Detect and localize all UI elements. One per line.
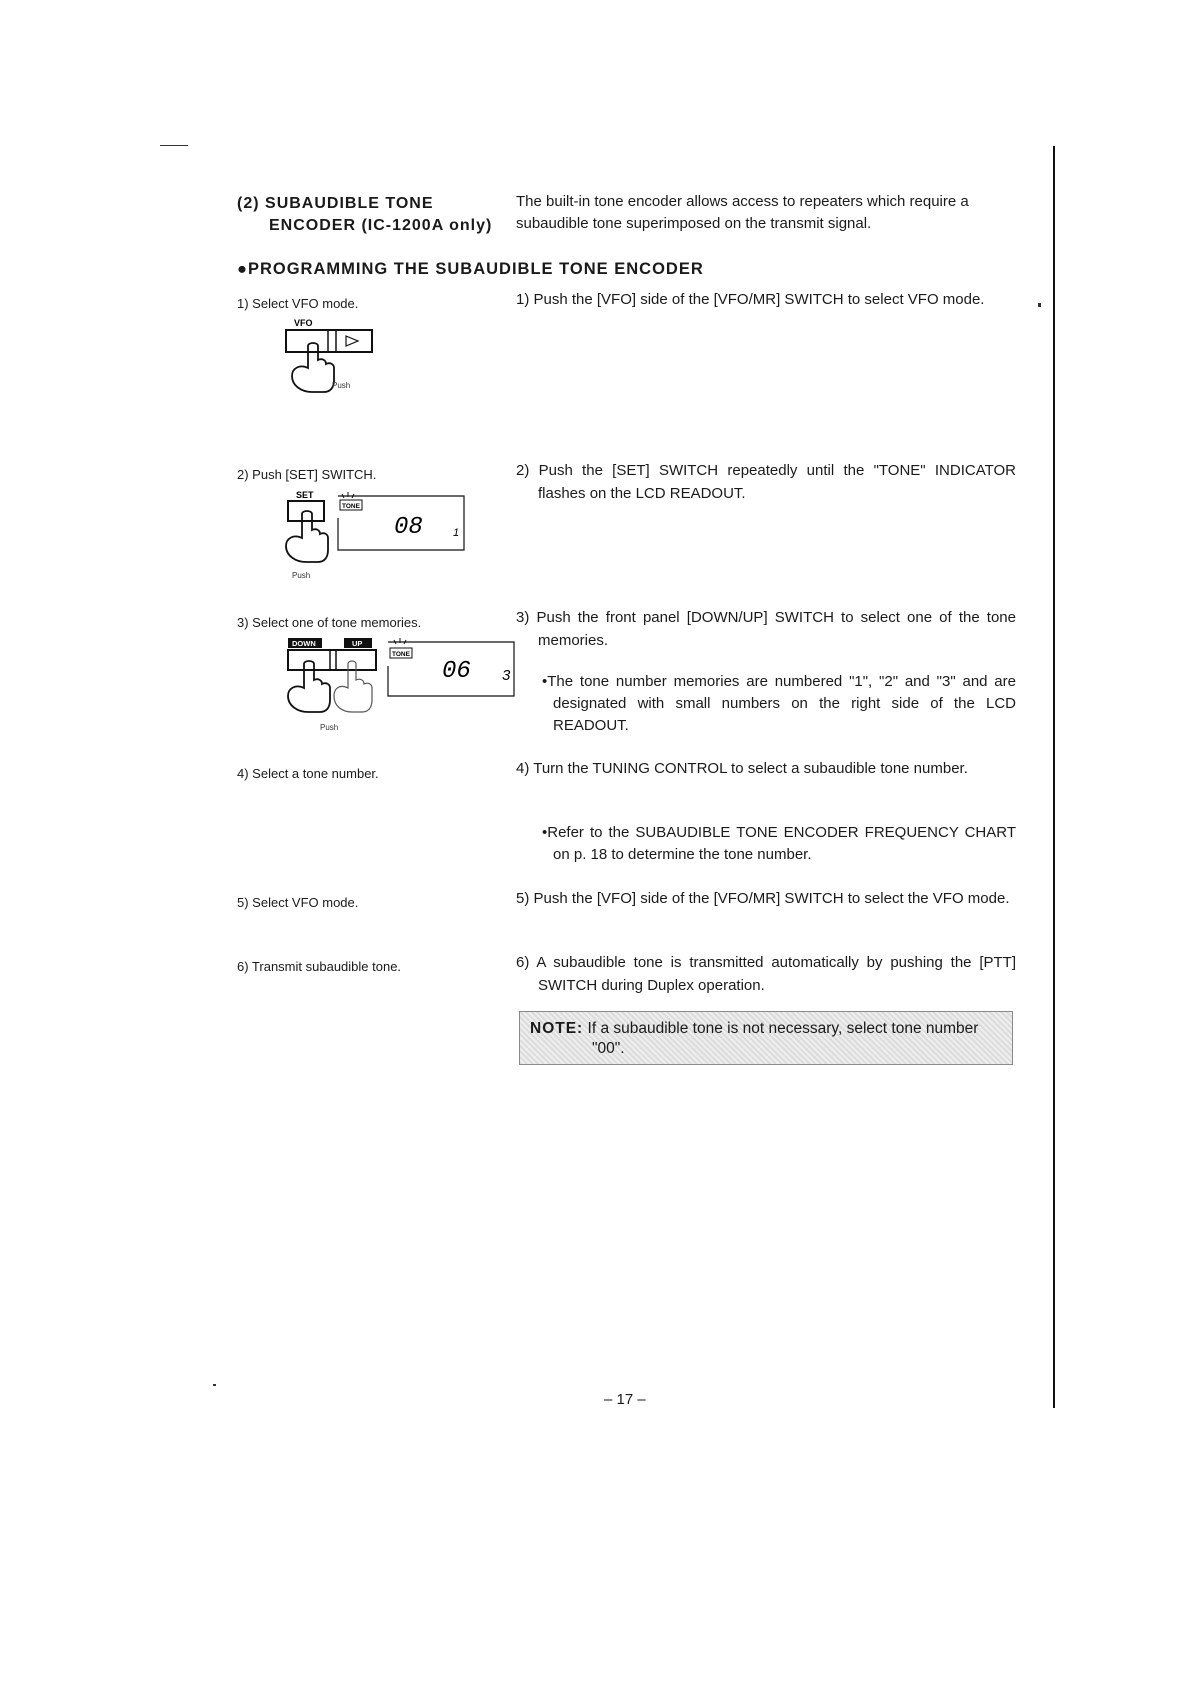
vfo-switch-figure bbox=[280, 316, 390, 396]
step-1-text: 1) Push the [VFO] side of the [VFO/MR] SWITCH to select VFO mode. bbox=[516, 291, 985, 308]
step-5-text: 5) Push the [VFO] side of the [VFO/MR] SWITCH to select the VFO mode. bbox=[516, 890, 1010, 907]
intro-line1: The built-in tone encoder allows access to repeaters which require a bbox=[516, 193, 969, 210]
step-4-caption: 4) Select a tone number. bbox=[237, 766, 379, 781]
lcd-memory-number: 3 bbox=[502, 667, 511, 684]
down-up-switch bbox=[288, 650, 376, 670]
section-heading bbox=[237, 193, 492, 237]
note-line1: If a subaudible tone is not necessary, select tone number bbox=[587, 1020, 979, 1037]
programming-title: ●PROGRAMMING THE SUBAUDIBLE TONE ENCODER bbox=[237, 260, 704, 278]
flash-rays-icon bbox=[342, 492, 354, 498]
note-box bbox=[519, 1011, 1013, 1065]
pointing-hand-icon bbox=[334, 661, 372, 712]
tone-indicator: TONE bbox=[392, 651, 410, 658]
scan-mark bbox=[213, 1384, 216, 1386]
step-6-caption: 6) Transmit subaudible tone. bbox=[237, 959, 402, 974]
lcd-tone-number: 06 bbox=[442, 658, 471, 685]
section-number: (2) bbox=[237, 195, 260, 212]
mr-arrow-icon bbox=[346, 336, 358, 346]
step-2-text: 2) Push the [SET] SWITCH repeatedly until the "TONE" INDICATOR flashes on the LCD READOUT. bbox=[516, 462, 1016, 502]
section-title-line1: SUBAUDIBLE TONE bbox=[265, 195, 434, 212]
down-key-label: DOWN bbox=[292, 639, 316, 648]
step-2-caption: 2) Push [SET] SWITCH. bbox=[237, 467, 377, 482]
step-3-caption: 3) Select one of tone memories. bbox=[237, 615, 422, 630]
step-4-text: 4) Turn the TUNING CONTROL to select a subaudible tone number. bbox=[516, 760, 968, 777]
right-margin-rule bbox=[1053, 146, 1055, 1408]
lcd-tone-number: 08 bbox=[394, 514, 423, 541]
vfo-key-label: VFO bbox=[294, 318, 313, 328]
note-label: NOTE: bbox=[530, 1020, 584, 1037]
section-title-line2: ENCODER (IC-1200A only) bbox=[269, 217, 493, 234]
intro-line2: subaudible tone superimposed on the transmit signal. bbox=[516, 215, 872, 232]
pointing-hand-icon bbox=[288, 661, 330, 712]
step-3-text: 3) Push the front panel [DOWN/UP] SWITCH to select one of the tone memories. bbox=[516, 609, 1016, 649]
up-key-label: UP bbox=[352, 639, 363, 648]
set-key-label: SET bbox=[296, 490, 314, 500]
section-intro bbox=[516, 191, 1016, 235]
step-4-bullet: •Refer to the SUBAUDIBLE TONE ENCODER FREQUENCY CHART on p. 18 to determine the tone number. bbox=[542, 824, 1016, 863]
down-up-switch-figure bbox=[284, 636, 524, 736]
scan-mark bbox=[1038, 303, 1041, 307]
note-line2: "00". bbox=[592, 1040, 625, 1057]
step-5-caption: 5) Select VFO mode. bbox=[237, 895, 359, 910]
step-3-bullet: •The tone number memories are numbered "1", "2" and "3" and are designated with small numbers on the right side of the LCD READOUT. bbox=[542, 673, 1016, 734]
tone-indicator: TONE bbox=[342, 503, 360, 510]
push-label: Push bbox=[320, 723, 339, 732]
set-switch-figure bbox=[278, 488, 478, 584]
page-number: – 17 – bbox=[604, 1391, 646, 1408]
push-label: Push bbox=[292, 571, 311, 580]
step-1-caption: 1) Select VFO mode. bbox=[237, 296, 359, 311]
lcd-memory-number: 1 bbox=[453, 527, 460, 539]
scan-mark bbox=[160, 145, 188, 146]
step-6-text: 6) A subaudible tone is transmitted automatically by pushing the [PTT] SWITCH during Duplex operation. bbox=[516, 954, 1016, 994]
push-label: Push bbox=[332, 381, 351, 390]
pointing-hand-icon bbox=[286, 511, 328, 562]
flash-rays-icon bbox=[394, 638, 406, 644]
